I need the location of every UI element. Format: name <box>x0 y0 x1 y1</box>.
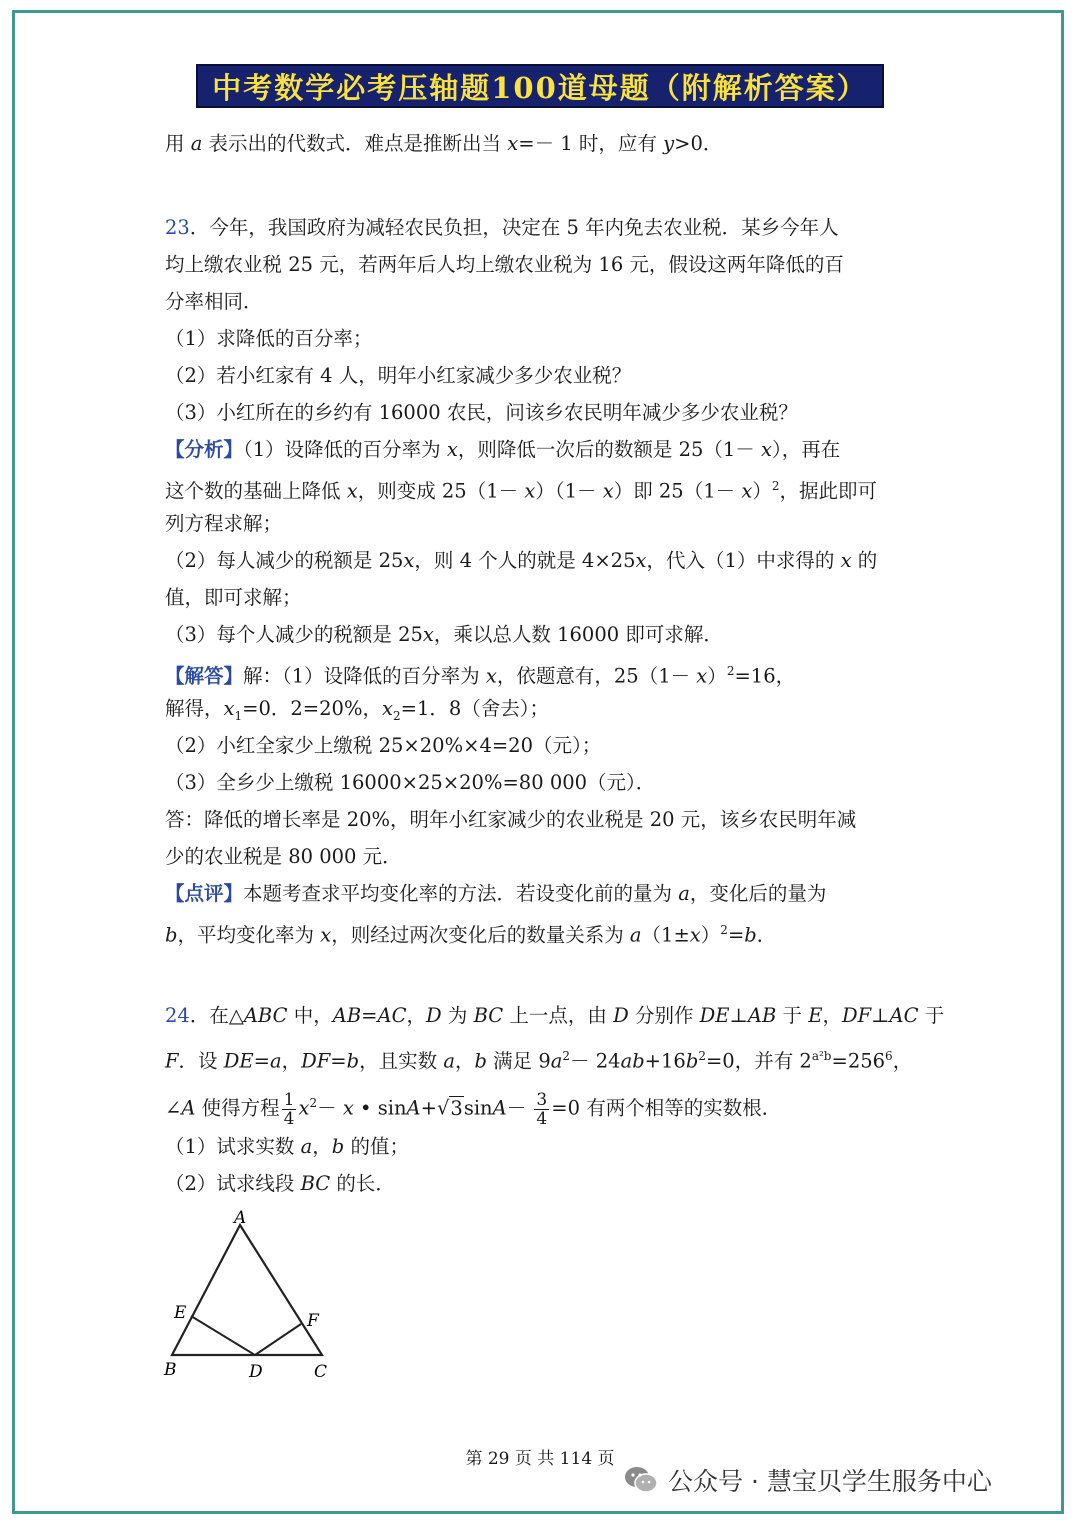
q23-solution-line-3: （2）小红全家少上缴税 25×20%×4=20（元）； <box>165 734 602 757</box>
fraction-three-quarters: $\frac{3}{4}$ <box>536 1089 548 1129</box>
q23-number: 23 <box>165 216 190 239</box>
intro-line: 用 a 表示出的代数式．难点是推断出当 x=－ 1 时，应有 y>0． <box>165 132 723 155</box>
q23-solution-line-2: 解得，$x_1=0$．2=20%，$x_2=1$．8（舍去）； <box>165 697 550 723</box>
spacer <box>165 162 925 209</box>
q23-solution-line-5: 答：降低的增长率是 20%，明年小红家减少的农业税是 20 元，该乡农民明年减 <box>165 808 857 831</box>
label-e: E <box>174 1303 187 1323</box>
label-c: C <box>314 1362 328 1382</box>
label-f: F <box>307 1311 319 1331</box>
q23-part-3: （3）小红所在的乡约有 16000 农民，问该乡农民明年减少多少农业税？ <box>165 401 798 424</box>
segment-de <box>191 1316 255 1355</box>
question-24 <box>165 997 945 1202</box>
q23-analysis-line-6: （3）每个人减少的税额是 25x，乘以总人数 16000 即可求解． <box>165 623 723 646</box>
document-body <box>165 125 945 1202</box>
q23-analysis-line-5: 值，即可求解； <box>165 586 302 609</box>
q23-solution-line-6: 少的农业税是 80 000 元． <box>165 845 402 868</box>
question-23 <box>165 209 925 949</box>
analysis-tag: 【分析】 <box>165 438 244 461</box>
q24-part-1: （1）试求实数 a，b 的值； <box>165 1135 409 1158</box>
q23-solution-line-4: （3）全乡少上缴税 16000×25×20%=80 000（元）． <box>165 771 656 794</box>
fraction-one-quarter: $\frac{1}{4}$ <box>283 1089 295 1129</box>
page-number: 第 29 页 共 114 页 <box>465 1449 615 1469</box>
label-d: D <box>249 1362 263 1382</box>
q24-number: 24 <box>165 1004 190 1027</box>
q23-stem-line-1: 23．今年，我国政府为减轻农民负担，决定在 5 年内免去农业税．某乡今年人 <box>165 216 839 239</box>
label-a: A <box>234 1208 247 1228</box>
watermark-text: 公众号 · 慧宝贝学生服务中心 <box>668 1467 992 1496</box>
q24-stem-line-3: ∠A 使得方程 $\frac{1}{4}$ $x^2- x$ • sinA+√3sinA－ $\frac{3}{4}$ =0 有两个相等的实数根． <box>165 1089 782 1129</box>
q23-analysis-line-3: 列方程求解； <box>165 512 283 535</box>
q23-analysis-line-2: 这个数的基础上降低 x，则变成 25（1－ x）（1－ x）即 $25(1- x)^2$，据此即可 <box>165 479 877 503</box>
q23-review-line-1: 【点评】本题考查求平均变化率的方法．若设变化前的量为 a，变化后的量为 <box>165 882 827 905</box>
label-b: B <box>164 1360 177 1380</box>
q23-part-1: （1）求降低的百分率； <box>165 327 373 350</box>
q23-analysis-line-1: 【分析】（1）设降低的百分率为 x，则降低一次后的数额是 25（1－ x），再在 <box>165 438 841 461</box>
q24-stem-line-1: 24．在△ABC 中，AB=AC，D 为 BC 上一点，由 D 分别作 DE⊥AB 于 E，DF⊥AC 于 <box>165 1004 945 1027</box>
segment-df <box>255 1324 301 1355</box>
triangle-abc <box>172 1225 322 1355</box>
q24-part-2: （2）试求线段 BC 的长． <box>165 1172 395 1195</box>
q23-stem-line-2: 均上缴农业税 25 元，若两年后人均上缴农业税为 16 元，假设这两年降低的百 <box>165 253 844 276</box>
wechat-icon <box>624 1465 658 1495</box>
document-title: 中考数学必考压轴题100道母题（附解析答案） <box>212 70 868 105</box>
q23-part-2: （2）若小红家有 4 人，明年小红家减少多少农业税？ <box>165 364 632 387</box>
review-tag: 【点评】 <box>165 882 244 905</box>
answer-tag: 【解答】 <box>165 664 244 688</box>
document-title-banner <box>196 64 884 108</box>
q23-solution-line-1: 【解答】解：（1）设降低的百分率为 x，依题意有，$25(1- x)^2=16$， <box>165 664 796 688</box>
q24-stem-line-2: F．设 DE=a，DF=b，且实数 a，b 满足 $9a^2- 24ab+16b^2=0$，并有 $2^{a^2b}=256^6$， <box>165 1049 913 1073</box>
q23-analysis-line-4: （2）每人减少的税额是 25x，则 4 个人的就是 4×25x，代入（1）中求得的 x 的 <box>165 549 878 572</box>
spacer <box>165 949 925 997</box>
q23-stem-line-3: 分率相同． <box>165 290 263 313</box>
sqrt-symbol: √ <box>436 1096 450 1120</box>
wechat-watermark <box>624 1460 992 1500</box>
triangle-figure <box>158 1205 338 1385</box>
q23-review-line-2: b，平均变化率为 x，则经过两次变化后的数量关系为 $a(1\pm x)^2=b$． <box>165 923 777 947</box>
